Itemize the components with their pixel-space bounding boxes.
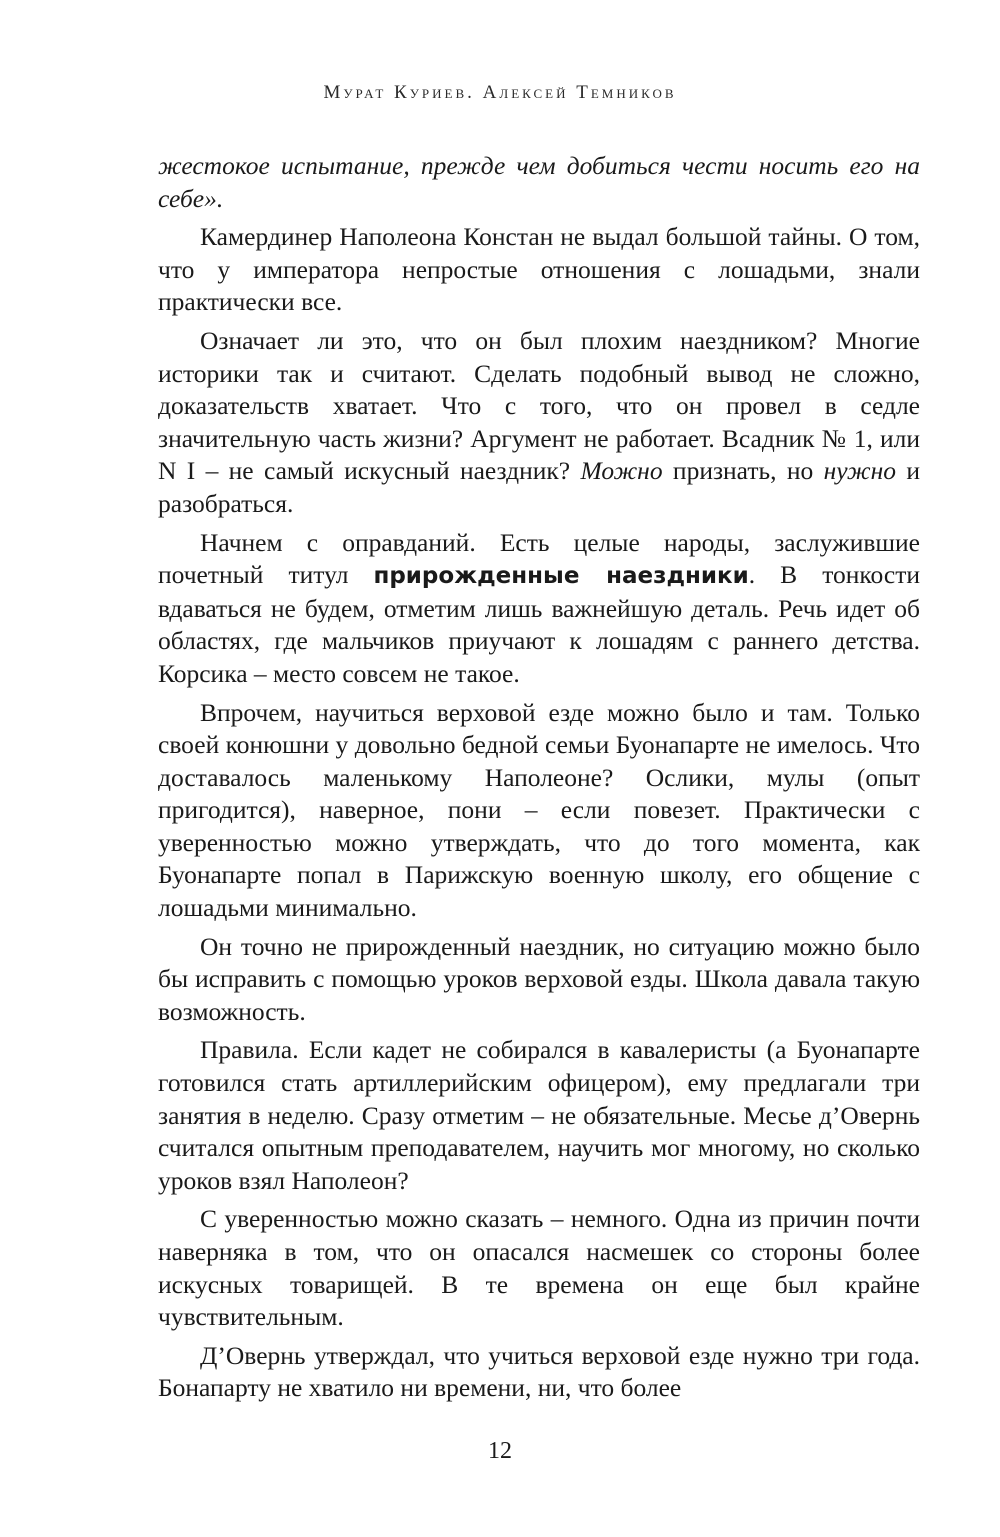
text-run: . В тонкости вдаваться не будем, отметим лишь важнейшую деталь. Речь идет об областях, где мальчиков приучают к лошадям с раннего детства. Корсика – место совсем не такое. [158,560,920,688]
italic-word: нужно [823,456,897,486]
paragraph: Правила. Если кадет не собирался в кавалеристы (а Буонапарте готовился стать артиллерийским офицером), ему предлагали три занятия в неделю. Сразу отметим – не обязательные. Месье д’Овернь считался опытным преподавателем, научить мог многому, но сколько уроков взял Наполеон? [158,1035,920,1195]
italic-word: Можно [580,456,663,486]
paragraph: Он точно не прирожденный наездник, но ситуацию можно было бы исправить с помощью уроков верховой езды. Школа давала такую возможность. [158,931,920,1026]
text-run: Означает ли это, что он был плохим наездником? Многие историки так и считают. Сделать подобный вывод не сложно, доказательств хватает. Что с того, что он провел в седле значительную часть жизни? Аргумент не работает. Всадник № 1, или N I – не самый искусный наездник? [158,325,920,486]
bold-phrase: прирожденные наездники [373,563,749,590]
page-number: 12 [488,1438,512,1464]
paragraph: Д’Овернь утверждал, что учиться верховой езде нужно три года. Бонапарту не хватило ни времени, ни, что более [158,1340,920,1403]
running-title: Мурат Куриев. Алексей Темников [323,82,677,103]
paragraph: Впрочем, научиться верховой езде можно было и там. Только своей конюшни у довольно бедной семьи Буонапарте не имелось. Что доставалось маленькому Наполеоне? Ослики, мулы (опыт пригодится), наверное, пони – если повезет. Практически с уверенностью можно утверждать, что до того момента, как Буонапарте попал в Парижскую военную школу, его общение с лошадьми минимально. [158,697,920,923]
paragraph-quote-end: жестокое испытание, прежде чем добиться чести носить его на себе». [158,151,920,213]
paragraph [158,325,920,521]
paragraph: Камердинер Наполеона Констан не выдал большой тайны. О том, что у императора непростые отношения с лошадьми, знали практически все. [158,222,920,317]
text-run: Начнем с оправданий. Есть целые народы, заслужившие почетный титул [158,527,920,590]
paragraph [158,527,920,691]
text-run: и разобраться. [158,456,921,518]
paragraph: С уверенностью можно сказать – немного. Одна из причин почти наверняка в том, что он опасался насмешек со стороны более искусных товарищей. В те времена он еще был крайне чувствительным. [158,1204,920,1332]
text-run: признать, но [662,456,824,486]
body-text [158,150,920,1405]
